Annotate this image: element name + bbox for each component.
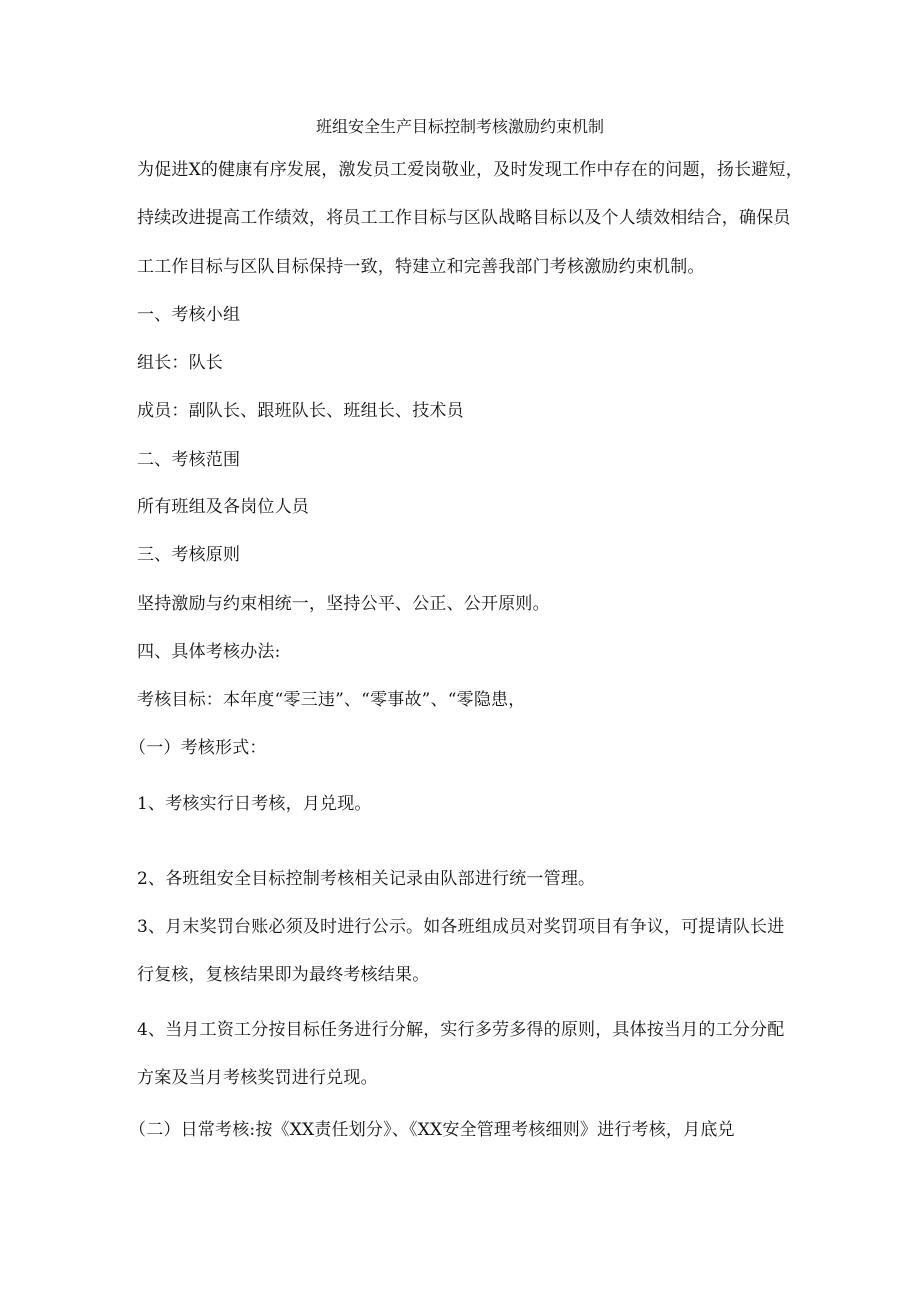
item-3-line-1: 3、月末奖罚台账必须及时进行公示。如各班组成员对奖罚项目有争议，可提请队长进 [137,917,785,937]
intro-line-3: 工工作目标与区队目标保持一致，特建立和完善我部门考核激励约束机制。 [137,257,705,277]
assessment-target-line: 考核目标：本年度“零三违”、“零事故”、“零隐患， [137,690,526,710]
section-heading-assessment-scope: 二、考核范围 [137,450,241,470]
section-heading-assessment-principle: 三、考核原则 [137,545,241,565]
scope-line: 所有班组及各岗位人员 [137,497,309,517]
subsection-heading-form: （一）考核形式： [129,738,267,758]
item-1-line: 1、考核实行日考核，月兑现。 [137,794,372,814]
section-heading-assessment-method: 四、具体考核办法: [137,642,281,662]
document-title: 班组安全生产目标控制考核激励约束机制 [315,117,604,136]
group-members-line: 成员：副队长、跟班队长、班组长、技术员 [137,401,464,421]
section-heading-assessment-group: 一、考核小组 [137,305,241,325]
intro-line-2: 持续改进提高工作绩效，将员工工作目标与区队战略目标以及个人绩效相结合，确保员 [137,208,791,228]
intro-line-1: 为促进X的健康有序发展，激发员工爱岗敬业，及时发现工作中存在的问题，扬长避短， [137,160,803,180]
group-leader-line: 组长：队长 [137,353,223,373]
item-4-line-1: 4、当月工资工分按目标任务进行分解，实行多劳多得的原则，具体按当月的工分分配 [137,1020,785,1040]
item-2-line: 2、各班组安全目标控制考核相关记录由队部进行统一管理。 [137,869,596,889]
item-3-line-2: 行复核，复核结果即为最终考核结果。 [137,965,430,985]
principle-line: 坚持激励与约束相统一，坚持公平、公正、公开原则。 [137,594,550,614]
item-4-line-2: 方案及当月考核奖罚进行兑现。 [137,1068,378,1088]
daily-assessment-line: （二）日常考核:按《XX责任划分》、《XX安全管理考核细则》进行考核，月底兑 [129,1120,735,1140]
